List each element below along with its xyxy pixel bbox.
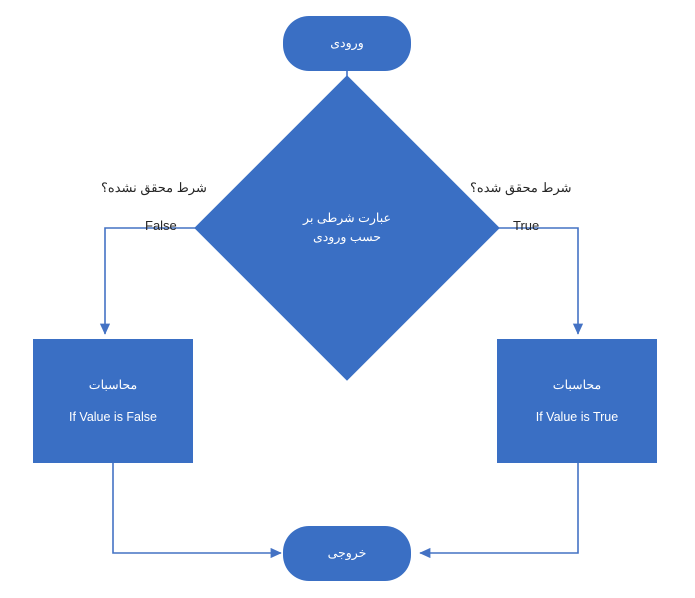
process-false-label-line2: If Value is False [68,410,157,424]
node-start-label: ورودی [330,36,364,51]
node-decision[interactable] [239,120,455,336]
label-true-condition: شرط محقق شده؟ [470,180,572,195]
node-end[interactable] [283,526,411,581]
node-end-label: خروجی [327,546,367,561]
node-process-true[interactable] [497,339,657,463]
edge-false-to-end [113,463,281,553]
decision-text-block [239,120,455,336]
process-false-label-line1: محاسبات [88,377,138,392]
process-true-label-line2: If Value is True [535,410,619,424]
label-true: True [513,218,540,233]
edge-true-to-end [420,463,578,553]
label-false-condition: شرط محقق نشده؟ [101,180,207,195]
label-false: False [145,218,177,233]
node-start[interactable] [283,16,411,71]
decision-label-line2: حسب ورودی [312,230,382,244]
decision-label-line1: عبارت شرطی بر [303,211,391,226]
process-true-label-line1: محاسبات [552,377,602,392]
node-process-false[interactable] [33,339,193,463]
